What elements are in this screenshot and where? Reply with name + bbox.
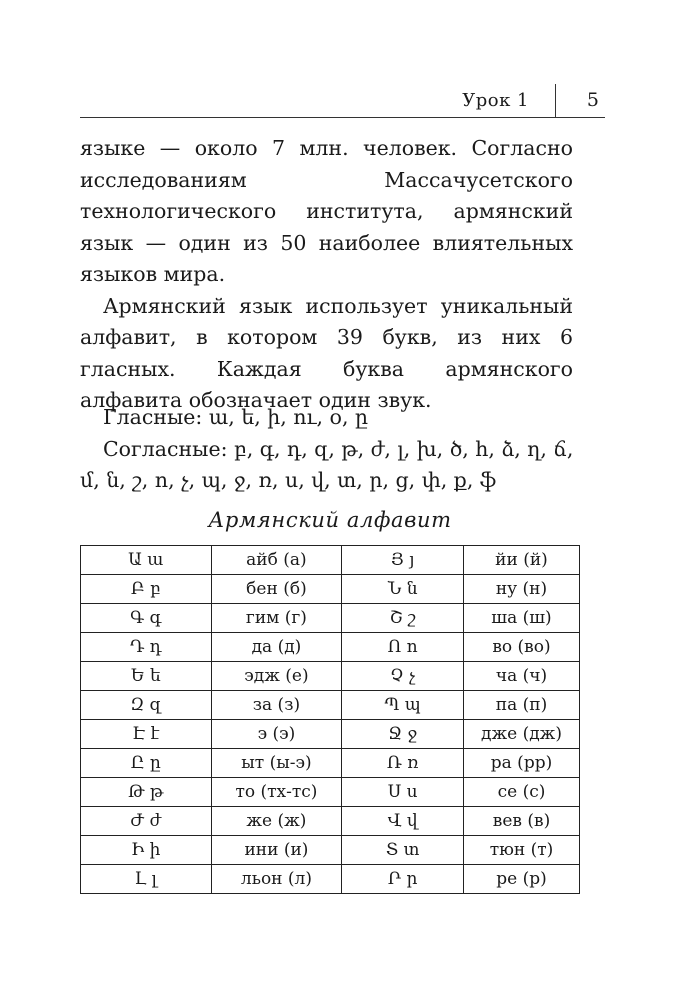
letter-cell: Բ բ	[81, 575, 212, 604]
letter-name-cell: же (ж)	[211, 807, 342, 836]
letter-name-cell: йи (й)	[463, 546, 579, 575]
letter-cell: Վ վ	[342, 807, 464, 836]
table-row	[81, 691, 580, 720]
letter-cell: Ս ս	[342, 778, 464, 807]
letter-cell: Դ դ	[81, 633, 212, 662]
letter-cell: Ր ր	[342, 865, 464, 894]
table-row	[81, 807, 580, 836]
letter-name-cell: вев (в)	[463, 807, 579, 836]
letter-name-cell: ре (р)	[463, 865, 579, 894]
table-row	[81, 604, 580, 633]
letter-cell: Յ յ	[342, 546, 464, 575]
header-divider	[555, 84, 556, 118]
letter-name-cell: ча (ч)	[463, 662, 579, 691]
letter-name-cell: ша (ш)	[463, 604, 579, 633]
consonants-line: Согласные: բ, գ, դ, զ, թ, ժ, լ, խ, ծ, հ, ձ, ղ, ճ, մ, ն, շ, ո, չ, պ, ջ, ռ, ս, վ, տ, ր, ց, փ, ք, ֆ	[80, 436, 574, 492]
letter-cell: Լ լ	[81, 865, 212, 894]
letter-name-cell: э (э)	[211, 720, 342, 749]
table-row	[81, 575, 580, 604]
alphabet-table	[80, 545, 580, 894]
letter-cell: Ջ ջ	[342, 720, 464, 749]
letter-cell: Գ գ	[81, 604, 212, 633]
table-row	[81, 836, 580, 865]
letter-name-cell: за (з)	[211, 691, 342, 720]
letter-cell: Ժ ժ	[81, 807, 212, 836]
letter-cell: Տ տ	[342, 836, 464, 865]
letter-name-cell: дже (дж)	[463, 720, 579, 749]
letter-name-cell: ра (рр)	[463, 749, 579, 778]
table-row	[81, 546, 580, 575]
letter-name-cell: ыт (ы-э)	[211, 749, 342, 778]
alphabet-table-body	[81, 546, 580, 894]
letter-name-cell: па (п)	[463, 691, 579, 720]
letter-name-cell: гим (г)	[211, 604, 342, 633]
letter-cell: Ո ո	[342, 633, 464, 662]
letter-lists	[80, 402, 580, 497]
letter-name-cell: во (во)	[463, 633, 579, 662]
letter-name-cell: эдж (е)	[211, 662, 342, 691]
letter-cell: Ե ե	[81, 662, 212, 691]
page-number: 5	[586, 89, 599, 111]
letter-name-cell: тюн (т)	[463, 836, 579, 865]
paragraph-1: языке — около 7 млн. человек. Согласно исследованиям Массачусетского технологического института, армянский язык — один из 50 наиболее влиятельных языков мира.	[80, 136, 573, 286]
vowels-line: Гласные: ա, ե, ի, ու, օ, ը	[103, 405, 369, 429]
letter-name-cell: ну (н)	[463, 575, 579, 604]
letter-cell: Թ թ	[81, 778, 212, 807]
letter-cell: Զ զ	[81, 691, 212, 720]
table-row	[81, 720, 580, 749]
table-row	[81, 633, 580, 662]
lesson-title: Урок 1	[462, 90, 529, 111]
letter-cell: Ն ն	[342, 575, 464, 604]
letter-name-cell: то (тх-тс)	[211, 778, 342, 807]
table-caption: Армянский алфавит	[208, 508, 452, 532]
letter-name-cell: льон (л)	[211, 865, 342, 894]
letter-name-cell: бен (б)	[211, 575, 342, 604]
letter-cell: Չ չ	[342, 662, 464, 691]
letter-name-cell: айб (а)	[211, 546, 342, 575]
letter-name-cell: се (с)	[463, 778, 579, 807]
letter-name-cell: да (д)	[211, 633, 342, 662]
letter-name-cell: ини (и)	[211, 836, 342, 865]
table-row	[81, 749, 580, 778]
running-header	[80, 84, 605, 118]
table-row	[81, 662, 580, 691]
header-rule	[80, 117, 605, 118]
letter-cell: Է է	[81, 720, 212, 749]
letter-cell: Ի ի	[81, 836, 212, 865]
letter-cell: Ը ը	[81, 749, 212, 778]
letter-cell: Շ շ	[342, 604, 464, 633]
letter-cell: Ա ա	[81, 546, 212, 575]
letter-cell: Պ պ	[342, 691, 464, 720]
table-row	[81, 778, 580, 807]
paragraph-2: Армянский язык использует уникальный алфавит, в котором 39 букв, из них 6 гласных. Каждая буква армянского алфавита обозначает один звук.	[80, 293, 573, 412]
body-text	[80, 133, 573, 417]
letter-cell: Ռ ռ	[342, 749, 464, 778]
table-row	[81, 865, 580, 894]
